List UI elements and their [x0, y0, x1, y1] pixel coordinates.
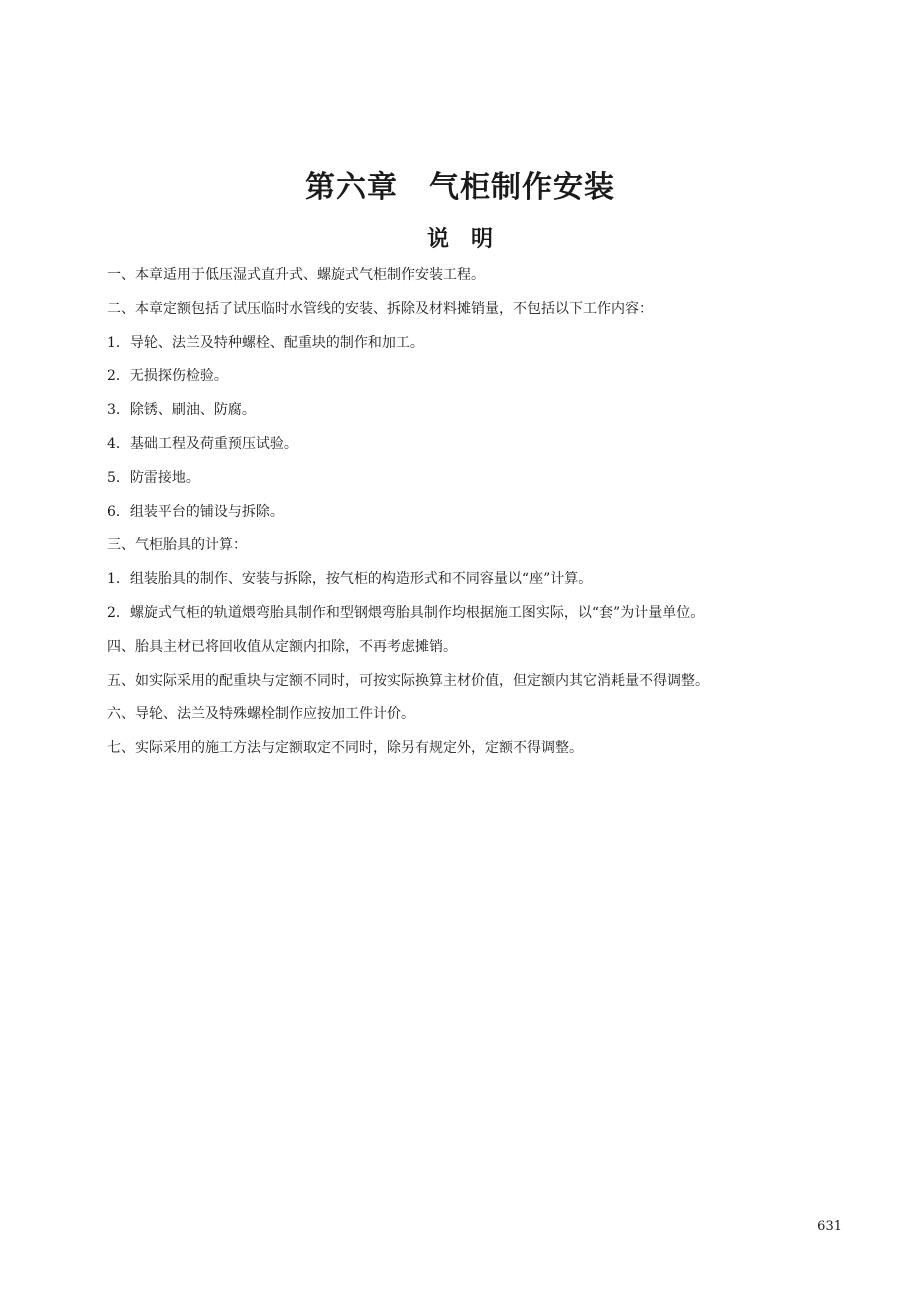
chapter-title: 第六章 气柜制作安装	[305, 170, 615, 206]
paragraph-1: 一、本章适用于低压湿式直升式、螺旋式气柜制作安装工程。	[107, 267, 485, 283]
paragraph-9: 三、气柜胎具的计算：	[107, 537, 247, 554]
explanation-list	[107, 265, 827, 772]
paragraph-2: 二、本章定额包括了试压临时水管线的安装、拆除及材料摊销量，不包括以下工作内容：	[107, 300, 653, 317]
paragraph-8: 6．组装平台的铺设与拆除。	[107, 503, 284, 520]
paragraph-5: 3．除锈、刷油、防腐。	[107, 402, 256, 419]
paragraph-15: 七、实际采用的施工方法与定额取定不同时，除另有规定外，定额不得调整。	[107, 740, 583, 757]
section-heading: 说 明	[426, 226, 493, 253]
paragraph-3: 1．导轮、法兰及特种螺栓、配重块的制作和加工。	[107, 334, 424, 351]
page-number: 631	[817, 1219, 842, 1234]
paragraph-11: 2．螺旋式气柜的轨道煨弯胎具制作和型钢煨弯胎具制作均根据施工图实际，以“套”为计量单位。	[107, 604, 705, 621]
paragraph-13: 五、如实际采用的配重块与定额不同时，可按实际换算主材价值，但定额内其它消耗量不得调整。	[107, 672, 709, 689]
paragraph-10: 1．组装胎具的制作、安装与拆除，按气柜的构造形式和不同容量以“座”计算。	[107, 571, 593, 588]
paragraph-4: 2．无损探伤检验。	[107, 368, 228, 385]
paragraph-7: 5．防雷接地。	[107, 469, 200, 486]
paragraph-14: 六、导轮、法兰及特殊螺栓制作应按加工件计价。	[107, 706, 415, 723]
paragraph-6: 4．基础工程及荷重预压试验。	[107, 435, 298, 452]
paragraph-12: 四、胎具主材已将回收值从定额内扣除，不再考虑摊销。	[107, 638, 457, 655]
